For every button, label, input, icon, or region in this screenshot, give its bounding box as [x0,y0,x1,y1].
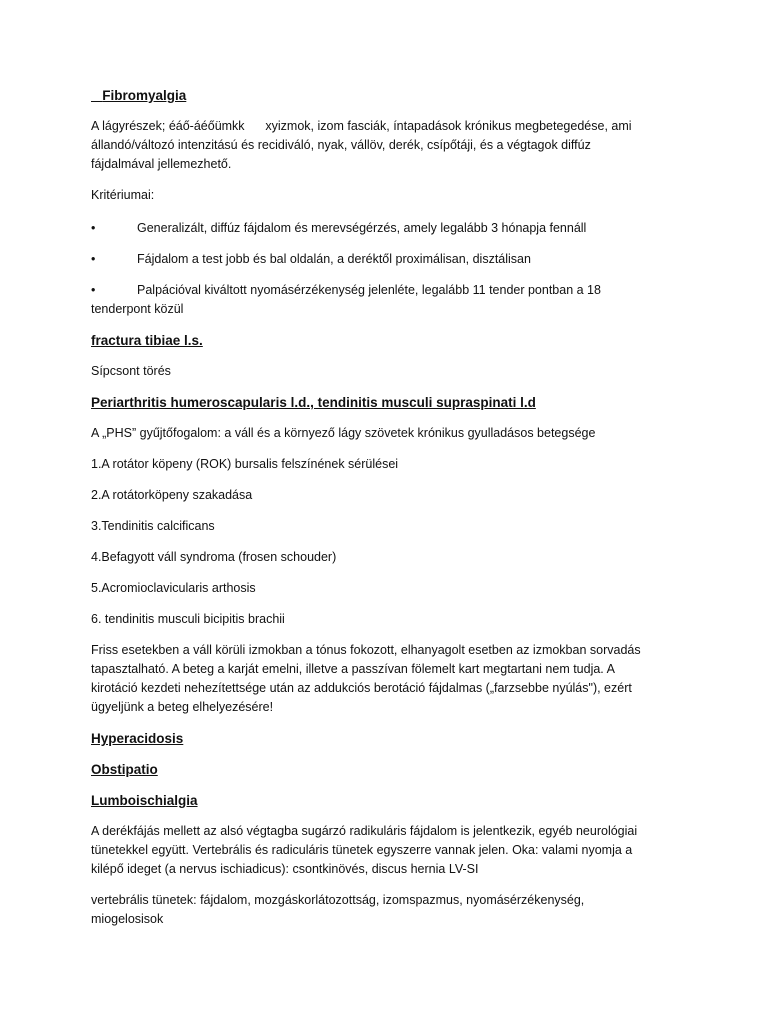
bullet-item [91,219,698,238]
bullet-symbol: • [91,252,96,266]
text-line: Friss esetekben a váll körüli izmokban a tónus fokozott, elhanyagolt esetben az izmokban sorvadás [91,643,641,657]
lumboischialgia-paragraph [91,822,698,879]
text-line: tapasztalható. A beteg a karját emelni, illetve a passzívan fölemelt kart megtartani nem tudja. A [91,662,615,676]
text-line: ügyeljünk a beteg elhelyezésére! [91,700,274,714]
heading-obstipatio: Obstipatio [91,762,158,777]
bullet-text-continuation: tenderpont közül [91,302,184,316]
bullet-text: Palpációval kiváltott nyomásérzékenység jelenléte, legalább 11 tender pontban a 18 [137,283,601,297]
fractura-text: Sípcsont törés [91,364,171,378]
list-item: 2.A rotátorköpeny szakadása [91,488,253,502]
text-line: A derékfájás mellett az alsó végtagba sugárzó radikuláris fájdalom is jelentkezik, egyéb neurológiai [91,824,638,838]
bullet-item [91,281,698,319]
heading-fibromyalgia: Fibromyalgia [102,88,187,103]
bullet-symbol: • [91,283,96,297]
bullet-text: Generalizált, diffúz fájdalom és merevségérzés, amely legalább 3 hónapja fennáll [137,221,587,235]
text-line: A lágyrészek; éáő-áéőümkk xyizmok, izom fasciák, íntapadások krónikus megbetegedése, ami [91,119,632,133]
heading-hyperacidosis: Hyperacidosis [91,731,184,746]
text-line: miogelosisok [91,912,164,926]
fibromyalgia-intro [91,117,698,174]
bullet-text: Fájdalom a test jobb és bal oldalán, a deréktől proximálisan, disztálisan [137,252,531,266]
periarthritis-paragraph [91,641,698,717]
text-line: fájdalmával jellemezhető. [91,157,232,171]
bullet-symbol: • [91,221,96,235]
list-item: 1.A rotátor köpeny (ROK) bursalis felszínének sérülései [91,457,399,471]
list-item: 4.Befagyott váll syndroma (frosen schouder) [91,550,337,564]
list-item: 3.Tendinitis calcificans [91,519,215,533]
criteria-label: Kritériumai: [91,188,155,202]
text-line: kirotáció kezdeti nehezítettsége után az addukciós berotáció fájdalmas („farzsebbe nyúlás"), ezért [91,681,632,695]
text-line: kilépő ideget (a nervus ischiadicus): csontkinövés, discus hernia LV-SI [91,862,479,876]
heading-fractura: fractura tibiae l.s. [91,333,203,348]
list-item: 5.Acromioclavicularis arthosis [91,581,256,595]
heading-lumboischialgia: Lumboischialgia [91,793,198,808]
text-line: vertebrális tünetek: fájdalom, mozgáskorlátozottság, izomspazmus, nyomásérzékenység, [91,893,585,907]
heading-periarthritis: Periarthritis humeroscapularis l.d., tendinitis musculi supraspinati l.d [91,395,536,410]
vertebral-symptoms-paragraph [91,891,698,929]
list-item: 6. tendinitis musculi bicipitis brachii [91,612,285,626]
text-line: állandó/változó intenzitású és recidiváló, nyak, vállöv, derék, csípőtáji, és a végtagok diffúz [91,138,591,152]
periarthritis-intro: A „PHS” gyűjtőfogalom: a váll és a környező lágy szövetek krónikus gyulladásos betegsége [91,426,596,440]
bullet-item [91,250,698,269]
text-line: tünetekkel együtt. Vertebrális és radiculáris tünetek egyszerre vannak jelen. Oka: valami nyomja a [91,843,633,857]
